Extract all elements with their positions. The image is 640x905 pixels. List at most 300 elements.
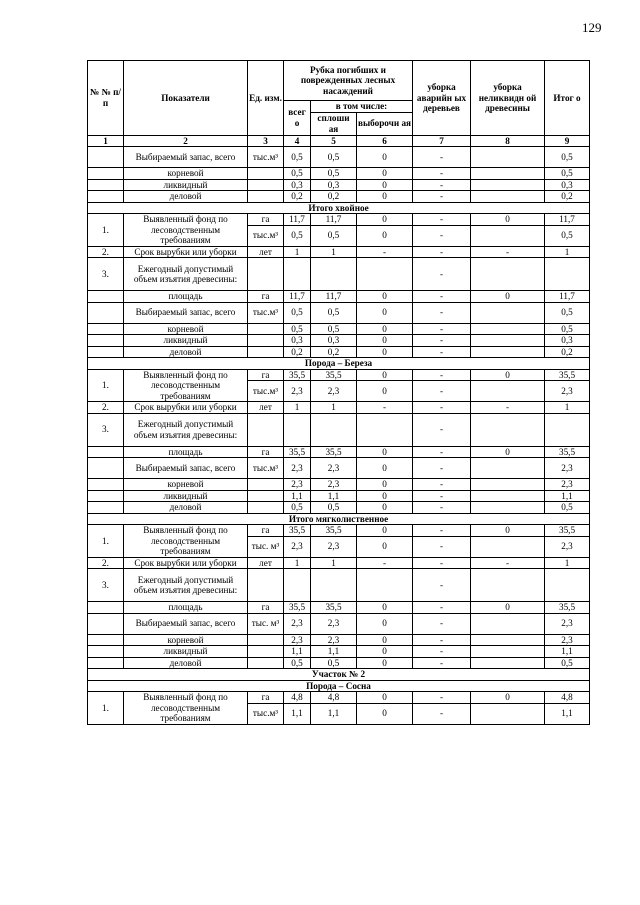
value-cell: 0,2 bbox=[311, 191, 357, 203]
value-cell bbox=[471, 335, 545, 347]
unit-cell bbox=[248, 634, 284, 646]
value-cell: - bbox=[413, 413, 471, 446]
value-cell: 0 bbox=[471, 525, 545, 537]
indicator-label: деловой bbox=[124, 502, 248, 514]
value-cell: 0 bbox=[357, 646, 413, 658]
table-row bbox=[88, 302, 590, 323]
value-cell bbox=[471, 569, 545, 602]
value-cell: 0 bbox=[357, 291, 413, 303]
indicator-label: корневой bbox=[124, 323, 248, 335]
header-felling: Рубка погибших и поврежденных лесных насаждений bbox=[284, 61, 413, 101]
value-cell: 1,1 bbox=[311, 646, 357, 658]
row-number bbox=[88, 168, 124, 180]
value-cell bbox=[471, 613, 545, 634]
table-row bbox=[88, 646, 590, 658]
value-cell: 1 bbox=[311, 402, 357, 414]
value-cell: 0 bbox=[357, 490, 413, 502]
unit-cell bbox=[248, 413, 284, 446]
row-number bbox=[88, 646, 124, 658]
header-clear: сплоши ая bbox=[311, 112, 357, 135]
indicator-label: деловой bbox=[124, 346, 248, 358]
value-cell: 2,3 bbox=[311, 634, 357, 646]
table-row bbox=[88, 258, 590, 291]
unit-cell: тыс.м³ bbox=[248, 302, 284, 323]
col-number: 7 bbox=[413, 135, 471, 147]
value-cell: 0,2 bbox=[284, 346, 311, 358]
value-cell: 2,3 bbox=[284, 634, 311, 646]
value-cell: - bbox=[413, 246, 471, 258]
value-cell: 0,2 bbox=[284, 191, 311, 203]
table-row bbox=[88, 402, 590, 414]
value-cell bbox=[284, 569, 311, 602]
value-cell: 0,5 bbox=[545, 168, 590, 180]
table-row bbox=[88, 246, 590, 258]
value-cell: 0 bbox=[471, 214, 545, 226]
header-num: № № п/п bbox=[88, 61, 124, 136]
value-cell bbox=[471, 346, 545, 358]
header-emergency: уборка аварийн ых деревьев bbox=[413, 61, 471, 136]
value-cell: - bbox=[413, 168, 471, 180]
indicator-label: Срок вырубки или уборки bbox=[124, 246, 248, 258]
value-cell: 1,1 bbox=[284, 703, 311, 724]
col-number: 2 bbox=[124, 135, 248, 147]
row-number bbox=[88, 335, 124, 347]
value-cell: 0 bbox=[357, 479, 413, 491]
unit-cell bbox=[248, 258, 284, 291]
row-number bbox=[88, 191, 124, 203]
value-cell: 11,7 bbox=[284, 214, 311, 226]
indicator-label: деловой bbox=[124, 657, 248, 669]
value-cell: - bbox=[413, 634, 471, 646]
table-row bbox=[88, 602, 590, 614]
value-cell: 2,3 bbox=[284, 381, 311, 402]
row-number: 3. bbox=[88, 258, 124, 291]
unit-cell: тыс.м³ bbox=[248, 225, 284, 246]
row-number bbox=[88, 446, 124, 458]
page-number: 129 bbox=[582, 20, 602, 35]
row-number bbox=[88, 346, 124, 358]
value-cell: 1,1 bbox=[545, 646, 590, 658]
value-cell: - bbox=[413, 646, 471, 658]
header-itog: Итог о bbox=[545, 61, 590, 136]
table-row bbox=[88, 191, 590, 203]
value-cell: - bbox=[413, 525, 471, 537]
row-number: 1. bbox=[88, 214, 124, 247]
section-title: Итого мягколиственное bbox=[88, 513, 590, 525]
unit-cell: тыс. м³ bbox=[248, 536, 284, 557]
table-row bbox=[88, 291, 590, 303]
value-cell: - bbox=[413, 402, 471, 414]
value-cell bbox=[471, 323, 545, 335]
value-cell bbox=[471, 302, 545, 323]
value-cell: 0,5 bbox=[545, 147, 590, 168]
col-number: 1 bbox=[88, 135, 124, 147]
value-cell: 2,3 bbox=[284, 613, 311, 634]
value-cell bbox=[284, 258, 311, 291]
row-number bbox=[88, 302, 124, 323]
row-number: 1. bbox=[88, 369, 124, 402]
unit-cell: лет bbox=[248, 402, 284, 414]
table-row bbox=[88, 323, 590, 335]
indicator-label: ликвидный bbox=[124, 335, 248, 347]
value-cell: 2,3 bbox=[545, 458, 590, 479]
value-cell: 0,5 bbox=[545, 225, 590, 246]
value-cell: 0 bbox=[471, 291, 545, 303]
col-number: 5 bbox=[311, 135, 357, 147]
indicator-label: корневой bbox=[124, 168, 248, 180]
table-row bbox=[88, 634, 590, 646]
value-cell: - bbox=[413, 147, 471, 168]
value-cell: 0 bbox=[357, 536, 413, 557]
value-cell: 2,3 bbox=[545, 613, 590, 634]
row-number bbox=[88, 147, 124, 168]
value-cell: 1,1 bbox=[545, 703, 590, 724]
row-number bbox=[88, 458, 124, 479]
value-cell: 4,8 bbox=[545, 692, 590, 704]
value-cell: 1 bbox=[284, 402, 311, 414]
value-cell bbox=[471, 258, 545, 291]
value-cell: 2,3 bbox=[545, 381, 590, 402]
value-cell: 1 bbox=[311, 246, 357, 258]
unit-cell: лет bbox=[248, 557, 284, 569]
value-cell bbox=[471, 458, 545, 479]
value-cell: 0,3 bbox=[545, 335, 590, 347]
value-cell: 2,3 bbox=[311, 613, 357, 634]
value-cell: 0 bbox=[357, 302, 413, 323]
value-cell: 0,5 bbox=[311, 502, 357, 514]
table-row bbox=[88, 490, 590, 502]
indicator-label: ликвидный bbox=[124, 490, 248, 502]
indicator-label: Выбираемый запас, всего bbox=[124, 458, 248, 479]
unit-cell: га bbox=[248, 692, 284, 704]
value-cell: - bbox=[413, 502, 471, 514]
value-cell: 0 bbox=[357, 502, 413, 514]
value-cell: 0,2 bbox=[311, 346, 357, 358]
value-cell: - bbox=[413, 258, 471, 291]
value-cell: 1,1 bbox=[545, 490, 590, 502]
value-cell: 35,5 bbox=[545, 446, 590, 458]
unit-cell bbox=[248, 479, 284, 491]
section-row bbox=[88, 358, 590, 370]
value-cell: 11,7 bbox=[284, 291, 311, 303]
value-cell bbox=[311, 258, 357, 291]
section-row bbox=[88, 513, 590, 525]
value-cell: - bbox=[471, 402, 545, 414]
section-title: Итого хвойное bbox=[88, 202, 590, 214]
value-cell: 2,3 bbox=[311, 479, 357, 491]
header-illiquid: уборка неликвидн ой древесины bbox=[471, 61, 545, 136]
indicator-label: ликвидный bbox=[124, 179, 248, 191]
table-row bbox=[88, 413, 590, 446]
value-cell: 1 bbox=[284, 246, 311, 258]
col-number: 3 bbox=[248, 135, 284, 147]
value-cell: - bbox=[413, 302, 471, 323]
value-cell bbox=[471, 657, 545, 669]
table-row bbox=[88, 147, 590, 168]
value-cell: 0,3 bbox=[284, 179, 311, 191]
value-cell: - bbox=[413, 692, 471, 704]
value-cell: 0,5 bbox=[311, 302, 357, 323]
column-numbers-row bbox=[88, 135, 590, 147]
unit-cell: тыс.м³ bbox=[248, 147, 284, 168]
value-cell bbox=[471, 703, 545, 724]
value-cell: 0 bbox=[357, 458, 413, 479]
value-cell: 0,2 bbox=[545, 191, 590, 203]
unit-cell bbox=[248, 569, 284, 602]
value-cell: 0 bbox=[357, 346, 413, 358]
value-cell: - bbox=[357, 246, 413, 258]
value-cell: 2,3 bbox=[545, 479, 590, 491]
indicator-label: Ежегодный допустимый объем изъятия древесины: bbox=[124, 258, 248, 291]
table-row bbox=[88, 458, 590, 479]
unit-cell bbox=[248, 191, 284, 203]
value-cell: 0,5 bbox=[545, 502, 590, 514]
value-cell bbox=[471, 381, 545, 402]
value-cell: 1 bbox=[311, 557, 357, 569]
value-cell: 0 bbox=[357, 446, 413, 458]
row-number bbox=[88, 323, 124, 335]
indicator-label: Ежегодный допустимый объем изъятия древесины: bbox=[124, 413, 248, 446]
value-cell: 35,5 bbox=[284, 369, 311, 381]
value-cell: 2,3 bbox=[284, 536, 311, 557]
value-cell: 0 bbox=[357, 214, 413, 226]
value-cell: 0 bbox=[357, 525, 413, 537]
table-row bbox=[88, 214, 590, 226]
value-cell: 0 bbox=[357, 168, 413, 180]
section-title: Порода – Береза bbox=[88, 358, 590, 370]
value-cell bbox=[311, 413, 357, 446]
unit-cell: га bbox=[248, 525, 284, 537]
value-cell: 11,7 bbox=[311, 214, 357, 226]
row-number bbox=[88, 602, 124, 614]
row-number: 2. bbox=[88, 557, 124, 569]
unit-cell bbox=[248, 323, 284, 335]
value-cell: 2,3 bbox=[311, 458, 357, 479]
value-cell: 2,3 bbox=[284, 458, 311, 479]
forest-felling-table bbox=[87, 60, 590, 725]
value-cell: 0 bbox=[357, 381, 413, 402]
value-cell: 0,5 bbox=[311, 147, 357, 168]
table-row bbox=[88, 179, 590, 191]
value-cell: 1,1 bbox=[284, 646, 311, 658]
header-unit: Ед. изм. bbox=[248, 61, 284, 136]
indicator-label: Срок вырубки или уборки bbox=[124, 402, 248, 414]
value-cell: 0 bbox=[357, 703, 413, 724]
unit-cell: тыс.м³ bbox=[248, 381, 284, 402]
value-cell: - bbox=[357, 557, 413, 569]
value-cell: 0 bbox=[357, 657, 413, 669]
value-cell: 0 bbox=[357, 369, 413, 381]
row-number: 2. bbox=[88, 402, 124, 414]
indicator-label: Выбираемый запас, всего bbox=[124, 302, 248, 323]
table-row bbox=[88, 502, 590, 514]
indicator-label: Выявленный фонд по лесоводственным требованиям bbox=[124, 369, 248, 402]
indicator-label: ликвидный bbox=[124, 646, 248, 658]
section-title: Участок № 2 bbox=[88, 669, 590, 681]
value-cell: 0 bbox=[357, 602, 413, 614]
value-cell: 0 bbox=[471, 602, 545, 614]
value-cell bbox=[471, 225, 545, 246]
value-cell: 0,2 bbox=[545, 346, 590, 358]
value-cell: - bbox=[413, 703, 471, 724]
value-cell: - bbox=[471, 557, 545, 569]
value-cell bbox=[471, 502, 545, 514]
table-row bbox=[88, 446, 590, 458]
value-cell: 0,5 bbox=[311, 657, 357, 669]
value-cell bbox=[471, 646, 545, 658]
unit-cell bbox=[248, 335, 284, 347]
indicator-label: деловой bbox=[124, 191, 248, 203]
value-cell bbox=[471, 634, 545, 646]
section-row bbox=[88, 669, 590, 681]
unit-cell bbox=[248, 346, 284, 358]
value-cell: 0,5 bbox=[545, 302, 590, 323]
value-cell: 2,3 bbox=[311, 381, 357, 402]
indicator-label: площадь bbox=[124, 446, 248, 458]
unit-cell: тыс. м³ bbox=[248, 613, 284, 634]
value-cell bbox=[471, 191, 545, 203]
col-number: 8 bbox=[471, 135, 545, 147]
value-cell: - bbox=[413, 569, 471, 602]
value-cell: - bbox=[413, 381, 471, 402]
value-cell: 1 bbox=[284, 557, 311, 569]
value-cell: 0,5 bbox=[284, 323, 311, 335]
value-cell bbox=[357, 258, 413, 291]
value-cell: 35,5 bbox=[284, 446, 311, 458]
value-cell: - bbox=[413, 446, 471, 458]
row-number bbox=[88, 291, 124, 303]
indicator-label: Выявленный фонд по лесоводственным требованиям bbox=[124, 214, 248, 247]
value-cell: 0,5 bbox=[284, 502, 311, 514]
unit-cell: лет bbox=[248, 246, 284, 258]
value-cell: 0 bbox=[357, 692, 413, 704]
section-row bbox=[88, 680, 590, 692]
value-cell: 0,3 bbox=[284, 335, 311, 347]
value-cell: 0,3 bbox=[545, 179, 590, 191]
value-cell: 11,7 bbox=[311, 291, 357, 303]
value-cell: 2,3 bbox=[311, 536, 357, 557]
value-cell bbox=[471, 413, 545, 446]
row-number bbox=[88, 490, 124, 502]
value-cell bbox=[471, 168, 545, 180]
value-cell: - bbox=[413, 335, 471, 347]
table-row bbox=[88, 346, 590, 358]
table-row bbox=[88, 613, 590, 634]
value-cell: - bbox=[413, 557, 471, 569]
value-cell: 35,5 bbox=[284, 525, 311, 537]
value-cell: - bbox=[413, 602, 471, 614]
indicator-label: Выбираемый запас, всего bbox=[124, 147, 248, 168]
row-number bbox=[88, 657, 124, 669]
value-cell: 35,5 bbox=[545, 602, 590, 614]
row-number: 1. bbox=[88, 692, 124, 725]
value-cell: 0 bbox=[357, 179, 413, 191]
value-cell: 0 bbox=[357, 147, 413, 168]
value-cell: 2,3 bbox=[284, 479, 311, 491]
value-cell: - bbox=[413, 479, 471, 491]
value-cell bbox=[357, 413, 413, 446]
value-cell: - bbox=[413, 458, 471, 479]
table-row bbox=[88, 692, 590, 704]
value-cell: - bbox=[357, 402, 413, 414]
value-cell: 0,5 bbox=[284, 657, 311, 669]
value-cell: 1 bbox=[545, 246, 590, 258]
unit-cell bbox=[248, 490, 284, 502]
value-cell bbox=[545, 258, 590, 291]
value-cell: 0,5 bbox=[311, 168, 357, 180]
value-cell bbox=[471, 490, 545, 502]
value-cell: 0,5 bbox=[545, 657, 590, 669]
value-cell: 1 bbox=[545, 557, 590, 569]
value-cell bbox=[357, 569, 413, 602]
header-indicators: Показатели bbox=[124, 61, 248, 136]
value-cell bbox=[471, 536, 545, 557]
indicator-label: Срок вырубки или уборки bbox=[124, 557, 248, 569]
col-number: 9 bbox=[545, 135, 590, 147]
value-cell: - bbox=[413, 369, 471, 381]
value-cell: 1,1 bbox=[311, 490, 357, 502]
row-number bbox=[88, 634, 124, 646]
row-number: 3. bbox=[88, 569, 124, 602]
value-cell: - bbox=[413, 214, 471, 226]
indicator-label: Выявленный фонд по лесоводственным требованиям bbox=[124, 692, 248, 725]
value-cell: 0,5 bbox=[545, 323, 590, 335]
value-cell: 2,3 bbox=[545, 536, 590, 557]
table-row bbox=[88, 657, 590, 669]
value-cell: 35,5 bbox=[311, 446, 357, 458]
unit-cell bbox=[248, 179, 284, 191]
table-row bbox=[88, 168, 590, 180]
value-cell: 0,5 bbox=[311, 225, 357, 246]
value-cell: - bbox=[413, 179, 471, 191]
indicator-label: площадь bbox=[124, 291, 248, 303]
value-cell: - bbox=[413, 657, 471, 669]
unit-cell: га bbox=[248, 602, 284, 614]
row-number: 1. bbox=[88, 525, 124, 558]
value-cell: 0 bbox=[357, 613, 413, 634]
value-cell: 35,5 bbox=[311, 369, 357, 381]
unit-cell: га bbox=[248, 369, 284, 381]
value-cell bbox=[471, 147, 545, 168]
row-number: 2. bbox=[88, 246, 124, 258]
value-cell: - bbox=[413, 346, 471, 358]
value-cell: - bbox=[413, 225, 471, 246]
row-number bbox=[88, 479, 124, 491]
header-total-all: всег о bbox=[284, 101, 311, 136]
table-row bbox=[88, 369, 590, 381]
header-including: в том числе: bbox=[311, 101, 413, 113]
table-row bbox=[88, 479, 590, 491]
value-cell: - bbox=[413, 323, 471, 335]
value-cell: 0 bbox=[471, 369, 545, 381]
value-cell: 0 bbox=[471, 692, 545, 704]
value-cell: 4,8 bbox=[311, 692, 357, 704]
row-number bbox=[88, 502, 124, 514]
value-cell bbox=[284, 413, 311, 446]
unit-cell: тыс.м³ bbox=[248, 703, 284, 724]
unit-cell: тыс.м³ bbox=[248, 458, 284, 479]
unit-cell bbox=[248, 168, 284, 180]
value-cell: 0 bbox=[357, 225, 413, 246]
row-number bbox=[88, 179, 124, 191]
value-cell: 0,5 bbox=[284, 168, 311, 180]
section-title: Порода – Сосна bbox=[88, 680, 590, 692]
row-number: 3. bbox=[88, 413, 124, 446]
value-cell: 0,5 bbox=[311, 323, 357, 335]
value-cell: 0 bbox=[357, 191, 413, 203]
value-cell: 0 bbox=[357, 323, 413, 335]
value-cell: 35,5 bbox=[311, 525, 357, 537]
